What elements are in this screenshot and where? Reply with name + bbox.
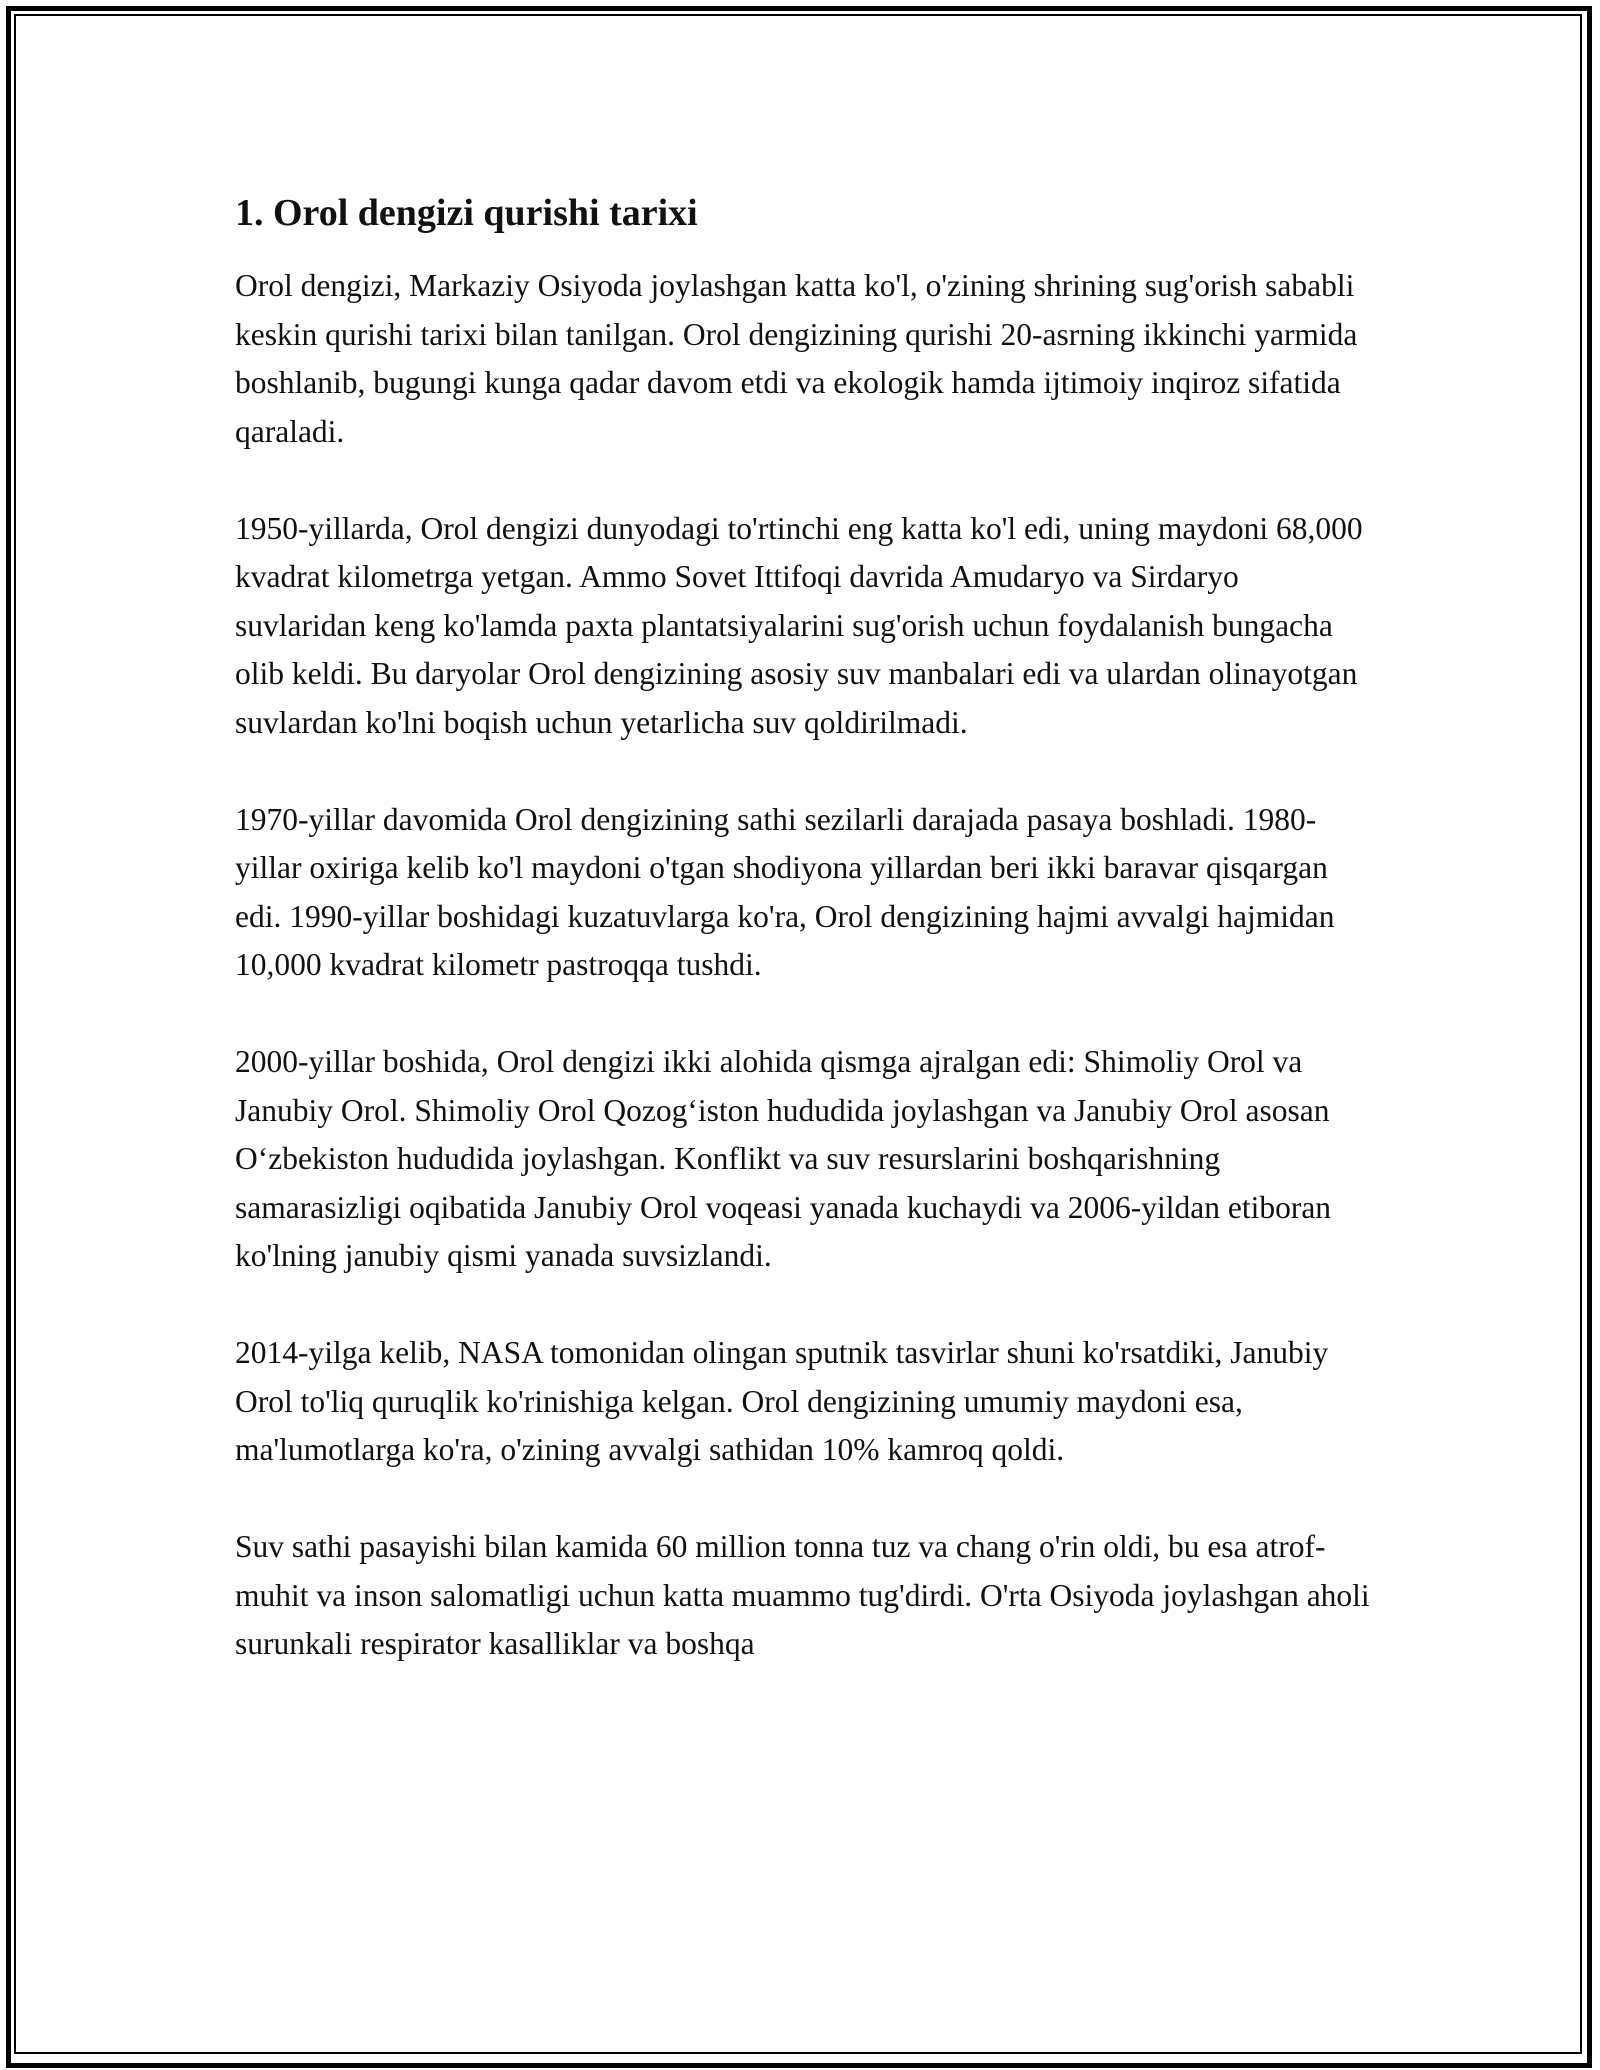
paragraph: 1970-yillar davomida Orol dengizining sathi sezilarli darajada pasaya boshladi. 1980-yillar oxiriga kelib ko'l maydoni o'tgan shodiyona yillardan beri ikki baravar qisqargan edi. 1990-yillar boshidagi kuzatuvlarga ko'ra, Orol dengizining hajmi avvalgi hajmidan 10,000 kvadrat kilometr pastroqqa tushdi. — [235, 801, 1335, 982]
paragraph: 1950-yillarda, Orol dengizi dunyodagi to'rtinchi eng katta ko'l edi, uning maydoni 68,000 kvadrat kilometrga yetgan. Ammo Sovet Ittifoqi davrida Amudaryo va Sirdaryo suvlaridan keng ko'lamda paxta plantatsiyalarini sug'orish uchun foydalanish bungacha olib keldi. Bu daryolar Orol dengizining asosiy suv manbalari edi va ulardan olinayotgan suvlardan ko'lni boqish uchun yetarlicha suv qoldirilmadi. — [235, 510, 1363, 740]
paragraph: Suv sathi pasayishi bilan kamida 60 million tonna tuz va chang o'rin oldi, bu esa atrof-muhit va inson salomatligi uchun katta muammo tug'dirdi. O'rta Osiyoda joylashgan aholi surunkali respirator kasalliklar va boshqa — [235, 1529, 1370, 1661]
section-heading: 1. Orol dengizi qurishi tarixi — [235, 192, 698, 234]
paragraph: 2000-yillar boshida, Orol dengizi ikki alohida qismga ajralgan edi: Shimoliy Orol va Janubiy Orol. Shimoliy Orol Qozog‘iston hududida joylashgan va Janubiy Orol asosan O‘zbekiston hududida joylashgan. Konflikt va suv resurslarini boshqarishning samarasizligi oqibatida Janubiy Orol voqeasi yanada kuchaydi va 2006-yildan etiboran ko'lning janubiy qismi yanada suvsizlandi. — [235, 1044, 1332, 1273]
paragraph: 2014-yilga kelib, NASA tomonidan olingan sputnik tasvirlar shuni ko'rsatdiki, Janubiy Orol to'liq quruqlik ko'rinishiga kelgan. Orol dengizining umumiy maydoni esa, ma'lumotlarga ko'ra, o'zining avvalgi sathidan 10% kamroq qoldi. — [235, 1335, 1329, 1467]
document-body — [235, 188, 1375, 1717]
paragraph: Orol dengizi, Markaziy Osiyoda joylashgan katta ko'l, o'zining shrining sug'orish sababli keskin qurishi tarixi bilan tanilgan. Orol dengizining qurishi 20-asrning ikkinchi yarmida boshlanib, bugungi kunga qadar davom etdi va ekologik hamda ijtimoiy inqiroz sifatida qaraladi. — [235, 268, 1358, 449]
